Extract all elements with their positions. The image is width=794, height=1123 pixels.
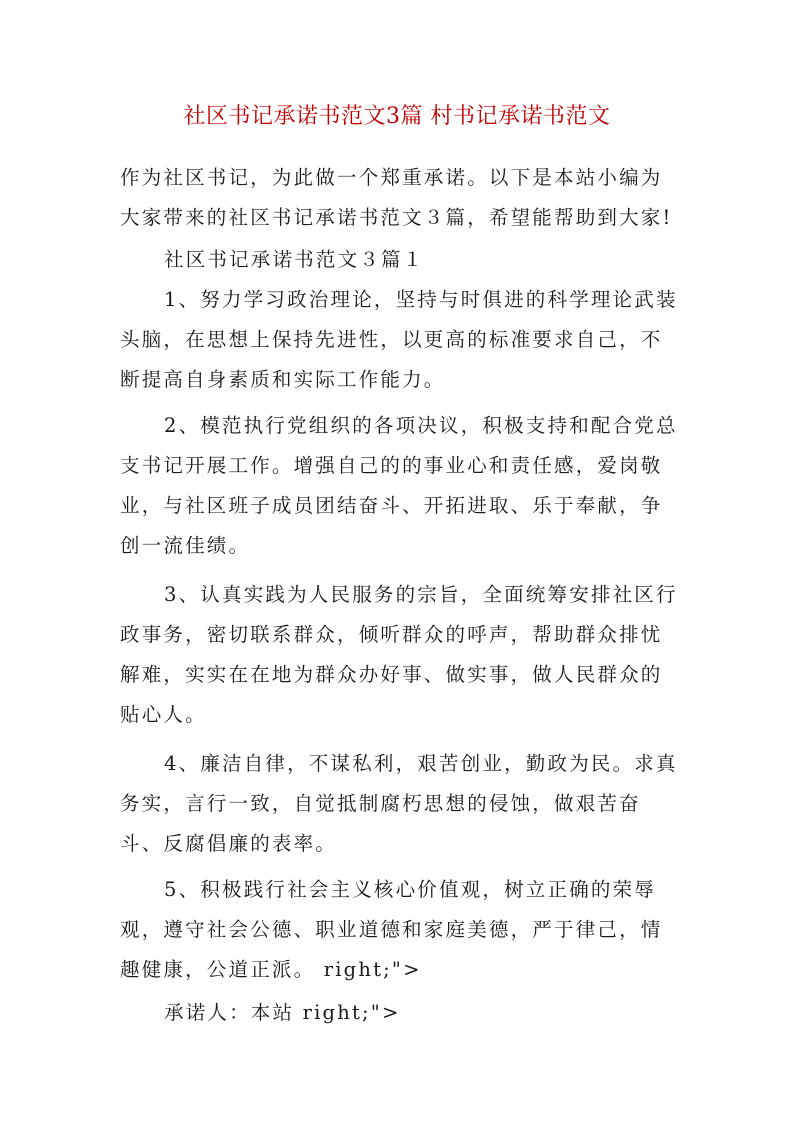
document-title: 社区书记承诺书范文3篇 村书记承诺书范文 (183, 104, 611, 129)
commitment-item-1: 1、努力学习政治理论，坚持与时俱进的科学理论武装头脑，在思想上保持先进性，以更高的标准要求自己，不断提高自身素质和实际工作能力。 (120, 288, 678, 391)
commitment-item-5: 5、积极践行社会主义核心价值观，树立正确的荣辱观，遵守社会公德、职业道德和家庭美德，严于律己，情趣健康，公道正派。 right;"> (120, 878, 663, 981)
commitment-item-4: 4、廉洁自律，不谋私利，艰苦创业，勤政为民。求真务实，言行一致，自觉抵制腐朽思想的侵蚀，做艰苦奋斗、反腐倡廉的表率。 (120, 752, 678, 855)
section-subtitle: 社区书记承诺书范文３篇１ (164, 248, 425, 271)
commitment-item-2: 2、模范执行党组织的各项决议，积极支持和配合党总支书记开展工作。增强自己的的事业心和责任感，爱岗敬业，与社区班子成员团结奋斗、开拓进取、乐于奉献，争创一流佳绩。 (120, 414, 678, 557)
commitment-item-3: 3、认真实践为人民服务的宗旨，全面统筹安排社区行政事务，密切联系群众，倾听群众的呼声，帮助群众排忧解难，实实在在地为群众办好事、做实事，做人民群众的贴心人。 (120, 583, 678, 726)
intro-paragraph: 作为社区书记，为此做一个郑重承诺。以下是本站小编为大家带来的社区书记承诺书范文３篇，希望能帮助到大家! (120, 166, 673, 229)
signature-line: 承诺人：本站 right;"> (164, 1001, 401, 1024)
